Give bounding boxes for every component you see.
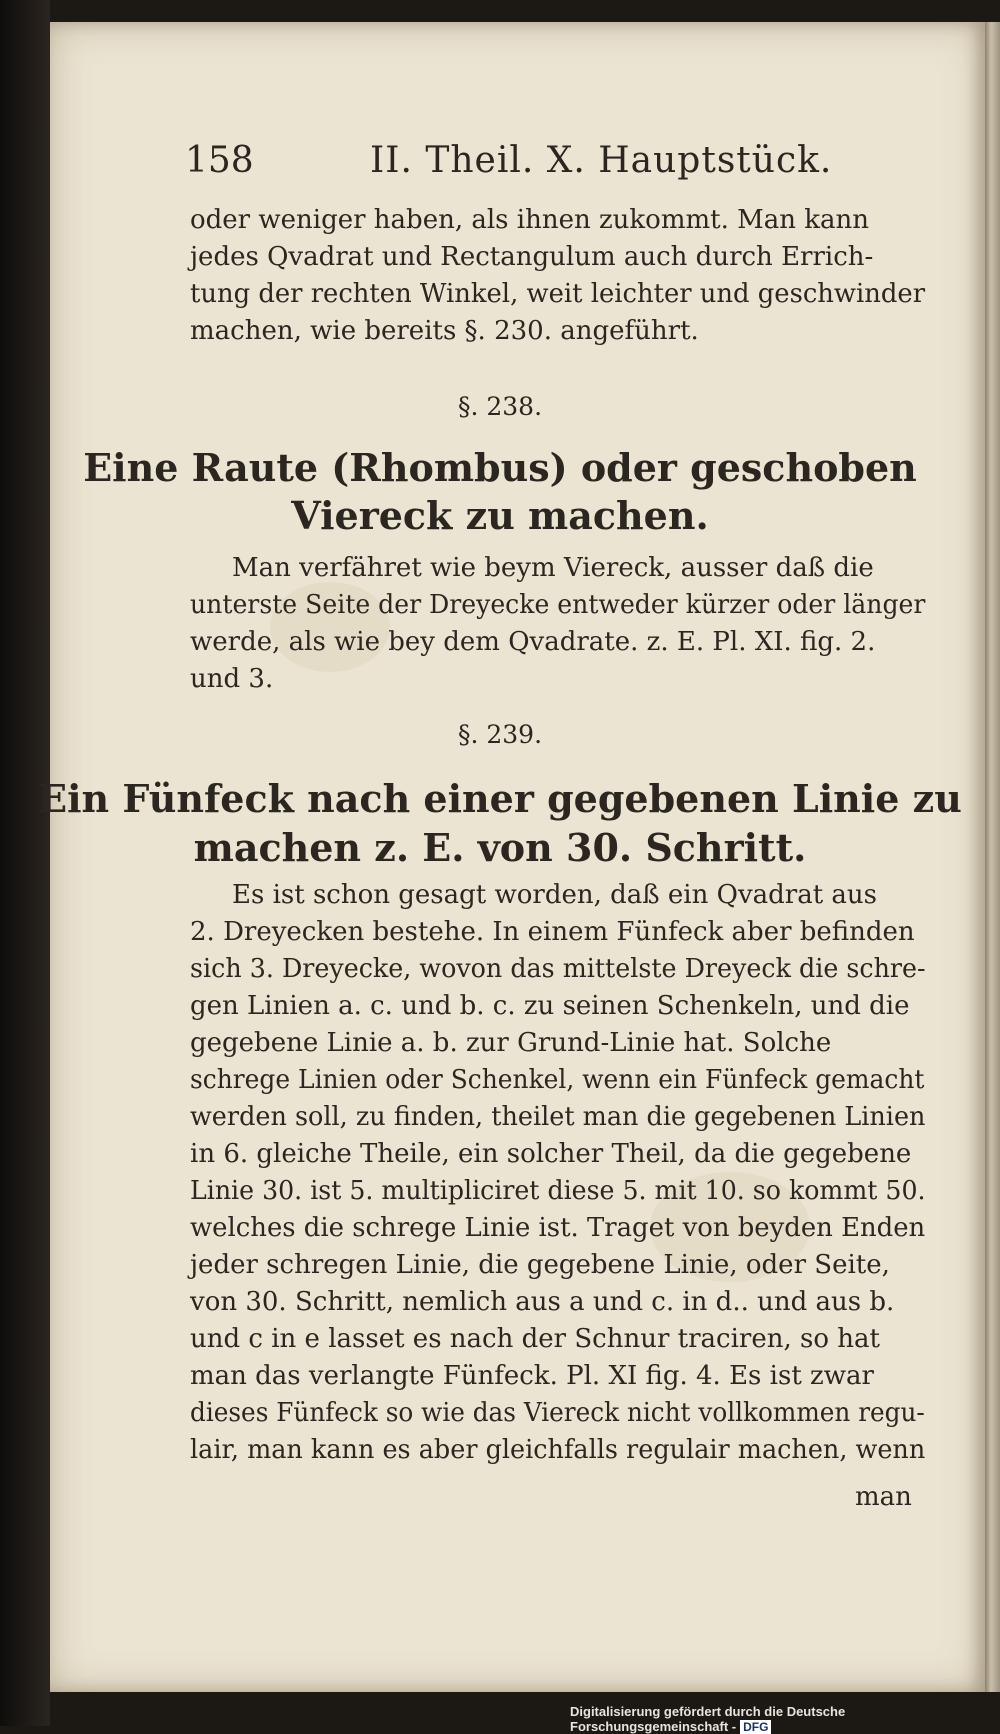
text-line: in 6. gleiche Theile, ein solcher Theil, da die gegebene	[190, 1139, 912, 1169]
text-line: jedes Qvadrat und Rectangulum auch durch Errich-	[190, 242, 874, 272]
text-line: werde, als wie bey dem Qvadrate. z. E. Pl. XI. fig. 2.	[190, 627, 876, 657]
text-line: jeder schregen Linie, die gegebene Linie, oder Seite,	[190, 1250, 890, 1280]
text-line: sich 3. Dreyecke, wovon das mittelste Dreyeck die schre-	[190, 954, 926, 984]
text-line: gen Linien a. c. und b. c. zu seinen Schenkeln, und die	[190, 991, 910, 1021]
catchword: man	[855, 1482, 912, 1512]
text-line: machen, wie bereits §. 230. angeführt.	[190, 316, 699, 346]
section-239-heading-line-1: Ein Fünfeck nach einer gegebenen Linie zu	[38, 776, 962, 821]
text-line: tung der rechten Winkel, weit leichter und geschwinder	[190, 279, 926, 309]
text-line: man das verlangte Fünfeck. Pl. XI fig. 4. Es ist zwar	[190, 1361, 874, 1391]
text-line: Es ist schon gesagt worden, daß ein Qvadrat aus	[232, 880, 878, 910]
page-number: 158	[185, 140, 254, 181]
text-line: schrege Linien oder Schenkel, wenn ein Fünfeck gemacht	[190, 1065, 925, 1095]
text-line: gegebene Linie a. b. zur Grund-Linie hat. Solche	[190, 1028, 832, 1058]
credit-text: Digitalisierung gefördert durch die Deutsche Forschungsgemeinschaft -	[570, 1704, 846, 1734]
running-title: II. Theil. X. Hauptstück.	[370, 140, 833, 181]
text-line: lair, man kann es aber gleichfalls regulair machen, wenn	[190, 1435, 926, 1465]
text-line: von 30. Schritt, nemlich aus a und c. in d.. und aus b.	[190, 1287, 895, 1317]
text-line: unterste Seite der Dreyecke entweder kürzer oder länger	[190, 590, 926, 620]
text-line: dieses Fünfeck so wie das Viereck nicht vollkommen regu-	[190, 1398, 925, 1428]
section-number-238: §. 238.	[457, 392, 543, 421]
text-line: Linie 30. ist 5. multipliciret diese 5. mit 10. so kommt 50.	[190, 1176, 926, 1206]
section-238-heading-line-1: Eine Raute (Rhombus) oder geschoben	[83, 445, 917, 490]
text-line: welches die schrege Linie ist. Traget von beyden Enden	[190, 1213, 926, 1243]
digitization-credit	[570, 1704, 1000, 1734]
text-line: werden soll, zu finden, theilet man die gegebenen Linien	[190, 1102, 926, 1132]
text-line: Man verfähret wie beym Viereck, ausser daß die	[232, 553, 874, 583]
text-line: oder weniger haben, als ihnen zukommt. Man kann	[190, 205, 869, 235]
text-line: und 3.	[190, 664, 274, 694]
text-line: und c in e lasset es nach der Schnur traciren, so hat	[190, 1324, 880, 1354]
text-line: 2. Dreyecken bestehe. In einem Fünfeck aber befinden	[190, 917, 915, 947]
dfg-logo: DFG	[740, 1720, 771, 1734]
section-239-heading-line-2: machen z. E. von 30. Schritt.	[193, 825, 807, 870]
section-238-heading-line-2: Viereck zu machen.	[291, 493, 709, 538]
section-number-239: §. 239.	[457, 720, 543, 749]
